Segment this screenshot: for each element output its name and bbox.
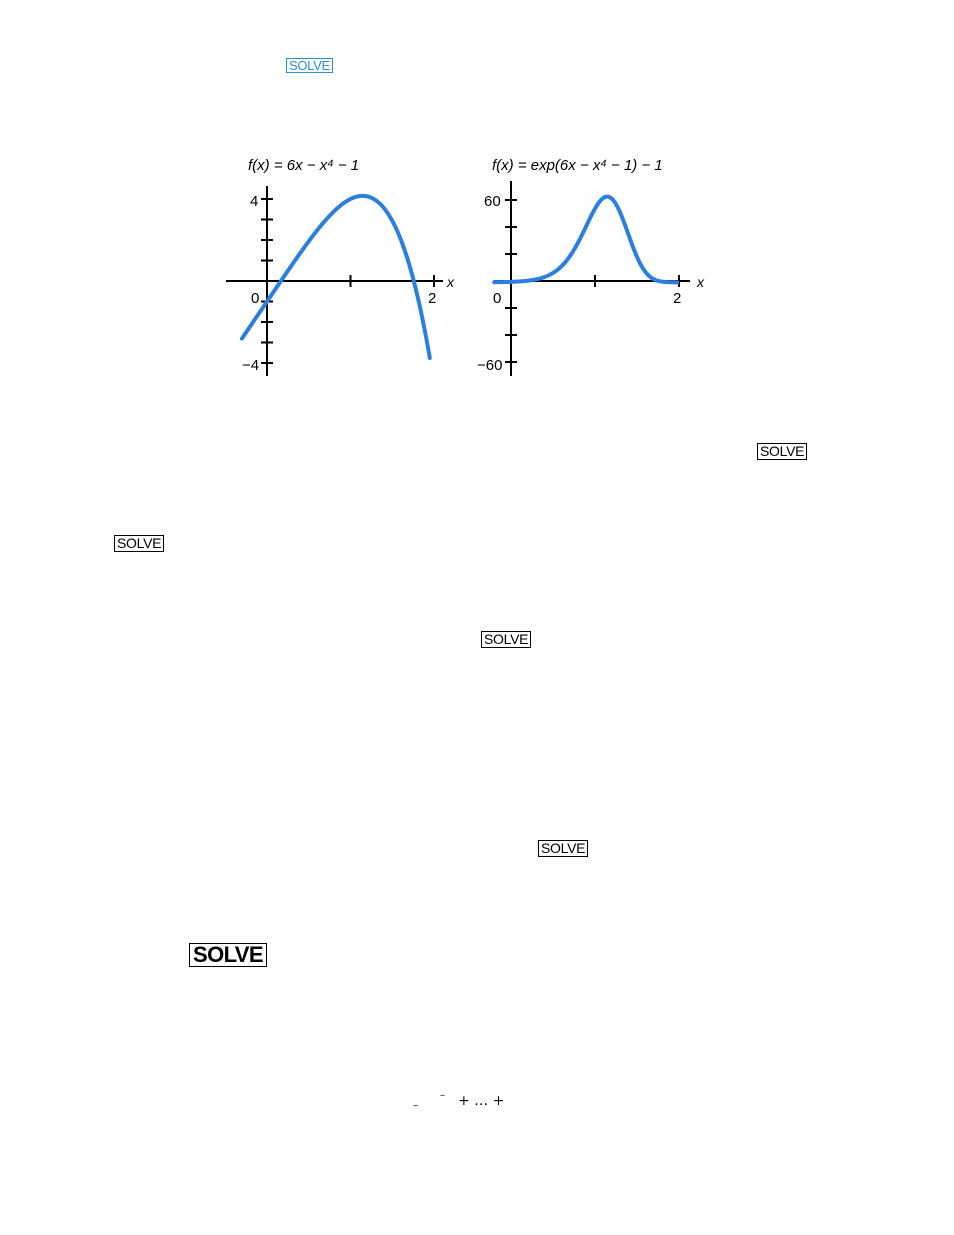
solve-key-1: SOLVE — [757, 443, 807, 460]
fragment-sum-tail: + … + — [458, 1093, 505, 1109]
fragment-minus-superscript: – — [440, 1090, 445, 1101]
chart-left-x-label: x — [447, 274, 454, 290]
solve-key-4: SOLVE — [538, 840, 588, 857]
chart-right-xtick-2: 2 — [673, 290, 682, 307]
chart-right-ytick-neg60: −60 — [477, 357, 503, 374]
chart-right-series-line — [494, 197, 677, 283]
solve-key-2: SOLVE — [114, 535, 164, 552]
chart-right-origin-label: 0 — [493, 290, 502, 307]
chart-left — [226, 157, 455, 376]
chart-left-origin-label: 0 — [251, 290, 260, 307]
chart-left-ytick-neg4: −4 — [242, 357, 260, 374]
solve-key-large: SOLVE — [189, 943, 267, 967]
chart-right — [477, 157, 705, 376]
chart-right-title: f(x) = exp(6x − x⁴ − 1) − 1 — [492, 157, 663, 174]
chart-left-title: f(x) = 6x − x⁴ − 1 — [248, 157, 360, 174]
chart-right-ytick-60: 60 — [484, 193, 501, 210]
chart-left-ytick-4: 4 — [250, 193, 259, 210]
chart-right-x-label: x — [697, 274, 704, 290]
solve-key-3: SOLVE — [481, 631, 531, 648]
chart-left-xtick-2: 2 — [428, 290, 437, 307]
solve-key-top: SOLVE — [286, 58, 333, 73]
fragment-minus-small: – — [413, 1100, 418, 1111]
function-graphs-figure — [0, 0, 954, 420]
